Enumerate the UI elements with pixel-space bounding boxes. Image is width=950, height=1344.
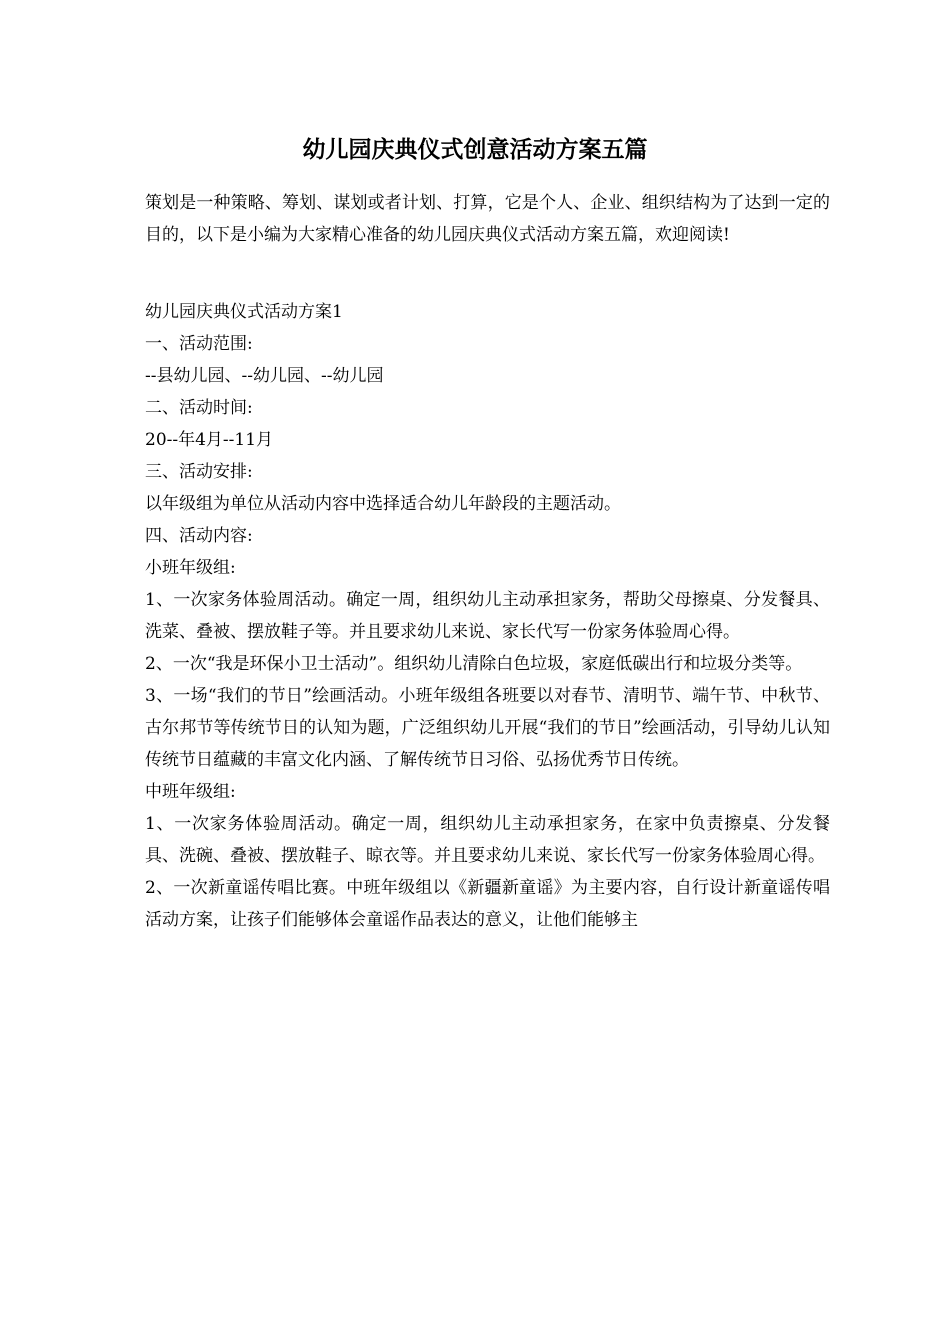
- scope-heading: 一、活动范围:: [145, 334, 253, 354]
- small-class-item-1: 1、一次家务体验周活动。确定一周，组织幼儿主动承担家务，帮助父母擦桌、分发餐具、洗菜、叠被、摆放鞋子等。并且要求幼儿来说、家长代写一份家务体验周心得。: [145, 590, 830, 642]
- document-title: 幼儿园庆典仪式创意活动方案五篇: [302, 136, 648, 163]
- section-heading: 幼儿园庆典仪式活动方案1: [145, 302, 343, 322]
- middle-class-item-2: 2、一次新童谣传唱比赛。中班年级组以《新疆新童谣》为主要内容，自行设计新童谣传唱活动方案，让孩子们能够体会童谣作品表达的意义，让他们能够主: [145, 878, 830, 930]
- time-heading: 二、活动时间:: [145, 398, 253, 418]
- scope-value: --县幼儿园、--幼儿园、--幼儿园: [145, 366, 384, 386]
- small-class-item-3: 3、一场“我们的节日”绘画活动。小班年级组各班要以对春节、清明节、端午节、中秋节、古尔邦节等传统节日的认知为题，广泛组织幼儿开展“我们的节日”绘画活动，引导幼儿认知传统节日蕴藏的丰富文化内涵、了解传统节日习俗、弘扬优秀节日传统。: [145, 686, 830, 770]
- middle-class-item-1: 1、一次家务体验周活动。确定一周，组织幼儿主动承担家务，在家中负责擦桌、分发餐具、洗碗、叠被、摆放鞋子、晾衣等。并且要求幼儿来说、家长代写一份家务体验周心得。: [145, 814, 830, 866]
- content-heading: 四、活动内容:: [145, 526, 253, 546]
- paragraph-spacer: [145, 251, 830, 296]
- arrange-value: 以年级组为单位从活动内容中选择适合幼儿年龄段的主题活动。: [145, 494, 621, 514]
- document-body: [145, 187, 830, 936]
- intro-paragraph: 策划是一种策略、筹划、谋划或者计划、打算，它是个人、企业、组织结构为了达到一定的目的，以下是小编为大家精心准备的幼儿园庆典仪式活动方案五篇，欢迎阅读!: [145, 193, 830, 245]
- middle-class-heading: 中班年级组:: [145, 782, 236, 802]
- small-class-item-2: 2、一次“我是环保小卫士活动”。组织幼儿清除白色垃圾，家庭低碳出行和垃圾分类等。: [145, 654, 803, 674]
- time-value: 20--年4月--11月: [145, 430, 274, 450]
- small-class-heading: 小班年级组:: [145, 558, 236, 578]
- arrange-heading: 三、活动安排:: [145, 462, 253, 482]
